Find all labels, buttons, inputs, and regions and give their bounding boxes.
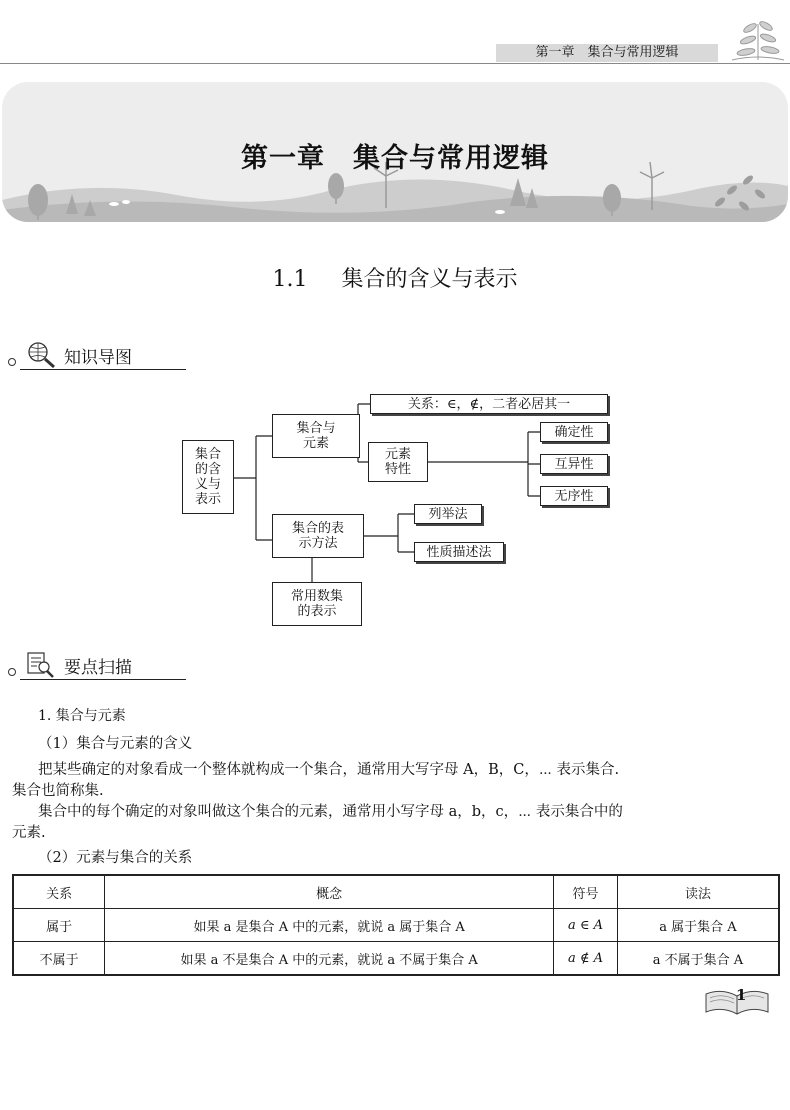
subheading-meaning: （1）集合与元素的含义	[38, 736, 193, 752]
table-row	[13, 909, 779, 942]
mindmap-representation-node: 集合的表 示方法	[272, 514, 364, 558]
mindmap-badge-label: 知识导图	[64, 348, 132, 368]
section-number: 1.1	[272, 267, 308, 292]
table-cell: a 属于集合 A	[617, 909, 779, 942]
table-header-row	[13, 875, 779, 909]
mindmap-relation-node: 关系：∈，∉，二者必居其一	[370, 394, 608, 414]
table-header-cell: 概念	[105, 875, 554, 909]
table-cell: 如果 a 是集合 A 中的元素，就说 a 属于集合 A	[105, 909, 554, 942]
mindmap-set-element-node: 集合与 元素	[272, 414, 360, 458]
relation-table	[12, 874, 780, 976]
paragraph-2-line-1: 集合中的每个确定的对象叫做这个集合的元素，通常用小写字母 a，b，c，⋯ 表示集合中的	[38, 804, 623, 820]
mindmap-trait-node: 无序性	[540, 486, 608, 506]
running-header-title: 第一章 集合与常用逻辑	[496, 44, 718, 62]
keypoints-badge-label: 要点扫描	[64, 658, 132, 678]
heading-set-and-element: 1. 集合与元素	[38, 708, 126, 724]
table-cell: 不属于	[13, 942, 105, 976]
table-header-cell: 读法	[617, 875, 779, 909]
table-cell: a 不属于集合 A	[617, 942, 779, 976]
document-magnifier-icon	[6, 650, 62, 680]
mindmap-root-node: 集合 的含 义与 表示	[182, 440, 234, 514]
mindmap-trait-node: 互异性	[540, 454, 608, 474]
keypoints-badge	[6, 650, 186, 680]
subheading-relation: （2）元素与集合的关系	[38, 850, 193, 866]
paragraph-1-line-1: 把某些确定的对象看成一个整体就构成一个集合，通常用大写字母 A，B，C，⋯ 表示集合.	[38, 762, 620, 778]
mindmap-method-node: 列举法	[414, 504, 482, 524]
table-header-cell: 关系	[13, 875, 105, 909]
table-cell: a ∈ A	[554, 909, 618, 942]
table-cell: 如果 a 不是集合 A 中的元素，就说 a 不属于集合 A	[105, 942, 554, 976]
table-header-cell: 符号	[554, 875, 618, 909]
badge-underline	[20, 679, 186, 680]
mindmap-method-node: 性质描述法	[414, 542, 504, 562]
table-cell: a ∉ A	[554, 942, 618, 976]
page-number: 1	[736, 986, 747, 1004]
table-cell: 属于	[13, 909, 105, 942]
mindmap-common-sets-node: 常用数集 的表示	[272, 582, 362, 626]
chapter-title: 第一章 集合与常用逻辑	[241, 143, 549, 174]
paragraph-2-line-2: 元素.	[12, 825, 46, 841]
section-title-text: 集合的含义与表示	[341, 267, 518, 292]
mindmap-element-traits-node: 元素 特性	[368, 442, 428, 482]
table-row	[13, 942, 779, 976]
mindmap-trait-node: 确定性	[540, 422, 608, 442]
paragraph-1-line-2: 集合也简称集.	[12, 783, 104, 799]
